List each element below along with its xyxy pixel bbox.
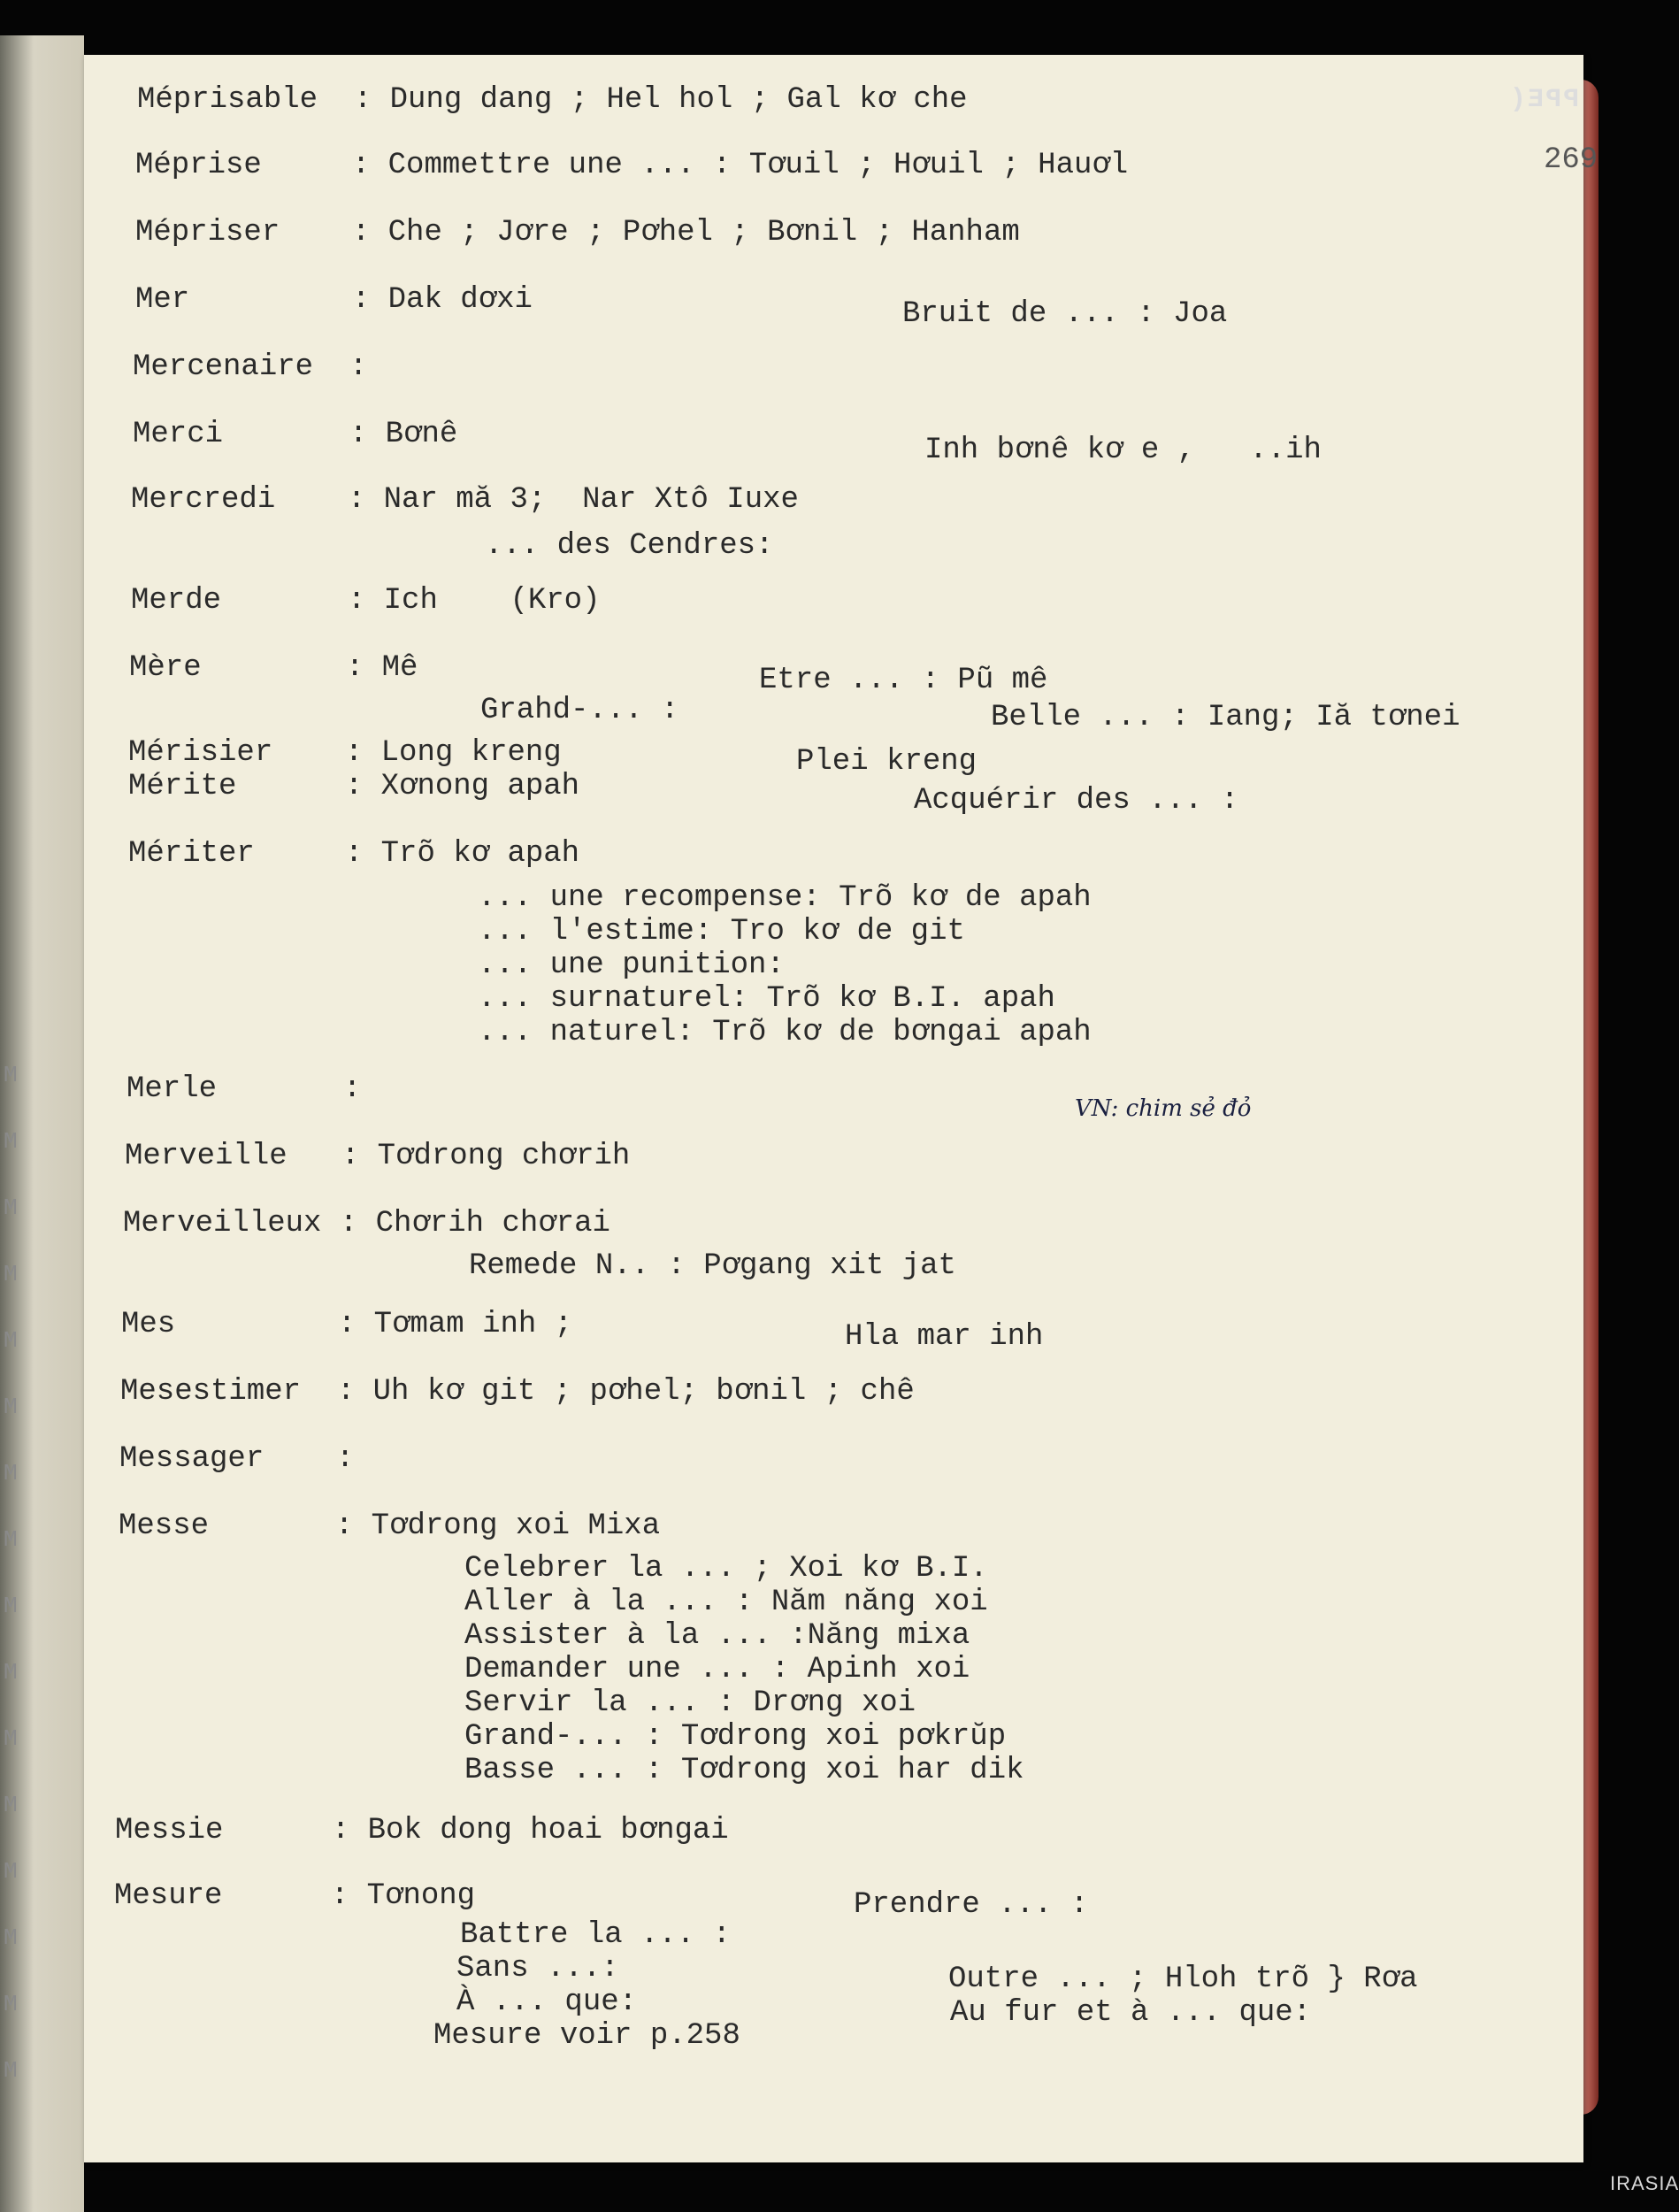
entry-line: Outre ... ; Hloh trõ } Rơa (948, 1962, 1418, 1996)
entry-line: Mérite : Xơnong apah (128, 770, 580, 803)
edge-letter: M (4, 1792, 18, 1818)
entry-line: Mépriser : Che ; Jơre ; Pơhel ; Bơnil ; Hanham (135, 216, 1020, 250)
entry-line: Basse ... : Tơdrong xoi har dik (464, 1754, 1024, 1787)
entry-line: Assister à la ... :Năng mixa (464, 1619, 970, 1653)
entry-line: Merveilleux : Chơrih chơrai (123, 1207, 610, 1240)
entry-line: Mer : Dak dơxi (135, 283, 533, 317)
bleed-through-mark: PPE( (1508, 85, 1580, 115)
entry-line: Au fur et à ... que: (950, 1996, 1312, 2030)
entry-line: Mesure : Tơnong (114, 1879, 476, 1913)
entry-line: Mesure voir p.258 (433, 2019, 740, 2053)
entry-line: Mes : Tơmam inh ; (121, 1308, 573, 1341)
entry-line: ... naturel: Trõ kơ de bơngai apah (478, 1016, 1092, 1049)
entry-line: Grand-... : Tơdrong xoi pơkrŭp (464, 1720, 1007, 1754)
entry-line: À ... que: (456, 1985, 638, 2019)
page-number: 269 (1544, 143, 1598, 177)
entry-line: Mercenaire : (133, 350, 368, 384)
edge-letter: M (4, 1991, 18, 2017)
entry-line: Inh bơnê kơ e , ..ih (924, 434, 1322, 467)
left-page-edge (0, 35, 84, 2212)
handwritten-annotation: VN: chim sẻ đỏ (1075, 1095, 1252, 1122)
entry-line: Grahd-... : (480, 694, 679, 727)
entry-line: Aller à la ... : Năm năng xoi (464, 1586, 988, 1619)
edge-letter: M (4, 1924, 18, 1951)
watermark: IRASIA (1610, 2172, 1679, 2194)
entry-line: Merci : Bơnê (133, 418, 458, 451)
entry-line: Prendre ... : (854, 1888, 1089, 1922)
edge-letter: M (4, 1526, 18, 1553)
entry-line: Mériter : Trõ kơ apah (128, 837, 580, 871)
entry-line: Celebrer la ... ; Xoi kơ B.I. (464, 1552, 988, 1586)
entry-line: Messie : Bok dong hoai bơngai (115, 1814, 729, 1847)
entry-line: Mérisier : Long kreng (128, 736, 562, 770)
entry-line: Remede N.. : Pơgang xit jat (469, 1249, 956, 1283)
entry-line: Messe : Tơdrong xoi Mixa (119, 1509, 661, 1543)
entry-line: Belle ... : Iang; Iă tơnei (991, 701, 1460, 734)
entry-line: Mercredi : Nar mă 3; Nar Xtô Iuxe (131, 483, 799, 517)
entry-line: Merle : (126, 1072, 362, 1106)
entry-line: Battre la ... : (460, 1918, 732, 1952)
edge-letter: M (4, 1261, 18, 1287)
entry-line: Hla mar inh (845, 1320, 1044, 1354)
entry-line: ... surnaturel: Trõ kơ B.I. apah (478, 982, 1055, 1016)
document-page (84, 55, 1598, 2162)
entry-line: Plei kreng (796, 745, 978, 779)
edge-letter: M (4, 1593, 18, 1619)
entry-line: ... des Cendres: (485, 529, 774, 563)
entry-line: Sans ...: (456, 1952, 619, 1985)
entry-line: Merde : Ich (Kro) (131, 584, 601, 618)
edge-letter: M (4, 1394, 18, 1420)
entry-line: Bruit de ... : Joa (902, 297, 1228, 331)
entry-line: Méprisable : Dung dang ; Hel hol ; Gal kơ che (137, 83, 968, 117)
entry-line: ... l'estime: Tro kơ de git (478, 915, 965, 949)
entry-line: Etre ... : Pũ mê (759, 664, 1048, 697)
entry-line: Mesestimer : Uh kơ git ; pơhel; bơnil ; chê (120, 1375, 915, 1409)
entry-line: Messager : (119, 1442, 355, 1476)
edge-letter: M (4, 1327, 18, 1354)
edge-letter: M (4, 1128, 18, 1155)
entry-line: Méprise : Commettre une ... : Tơuil ; Hơuil ; Hauơl (135, 149, 1129, 182)
entry-line: Demander une ... : Apinh xoi (464, 1653, 970, 1686)
entry-line: Servir la ... : Drơng xoi (464, 1686, 916, 1720)
entry-line: Mère : Mê (129, 651, 418, 685)
entry-line: Acquérir des ... : (914, 784, 1239, 818)
entry-line: Merveille : Tơdrong chơrih (125, 1140, 631, 1173)
edge-letter: M (4, 1194, 18, 1221)
edge-letter: M (4, 1725, 18, 1752)
edge-letter: M (4, 1659, 18, 1686)
entry-line: ... une recompense: Trõ kơ de apah (478, 881, 1092, 915)
edge-letter: M (4, 1858, 18, 1885)
edge-letter: M (4, 1460, 18, 1486)
entry-line: ... une punition: (478, 949, 785, 982)
edge-letter: M (4, 1062, 18, 1088)
edge-letter: M (4, 2057, 18, 2084)
